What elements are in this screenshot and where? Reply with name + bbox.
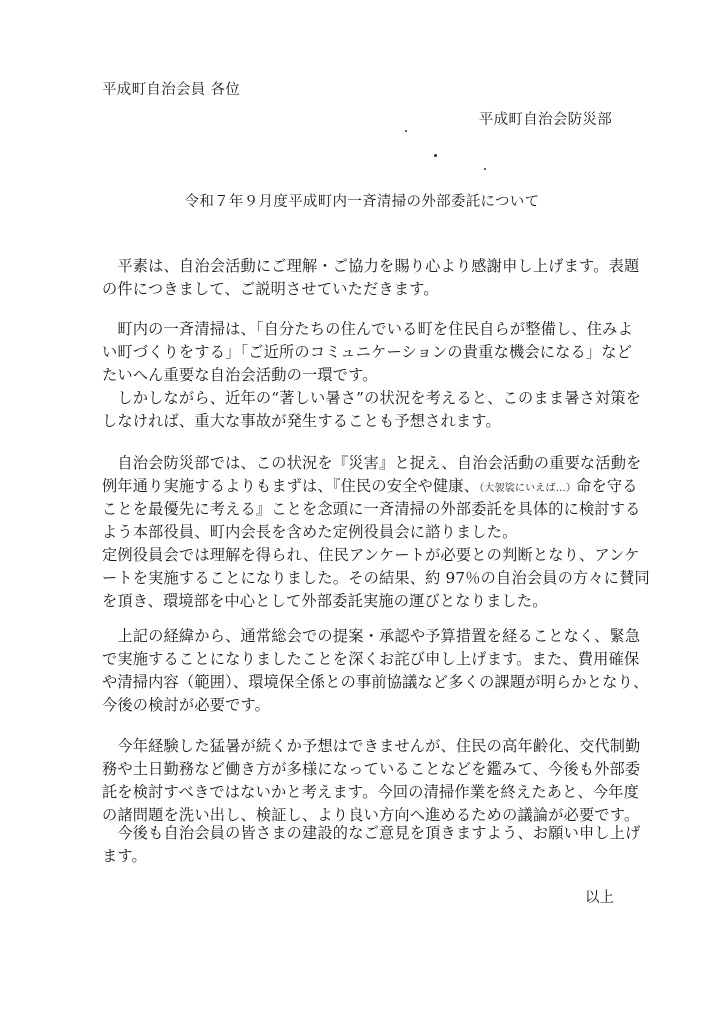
paragraph-line: や清掃内容（範囲）、環境保全係との事前協議など多くの課題が明らかとなり、 xyxy=(102,673,649,691)
scan-speck xyxy=(405,130,407,132)
paragraph-line: 自治会防災部では、この状況を『災害』と捉え、自治会活動の重要な活動を xyxy=(102,454,642,472)
paragraph-background xyxy=(102,318,642,433)
paragraph-line: しかしながら、近年の“著しい暑さ”の状況を考えると、このまま暑さ対策を xyxy=(102,389,642,407)
aside-note: （大袈裟にいえば…） xyxy=(479,483,577,494)
paragraph-line: い町づくりをする」「ご近所のコミュニケーションの貴重な機会になる」など xyxy=(102,343,633,361)
paragraph-request xyxy=(102,822,641,868)
paragraph-line: たいへん重要な自治会活動の一環です。 xyxy=(102,366,378,384)
paragraph-line-part: 例年通り実施するよりもまずは、『住民の安全や健康、 xyxy=(102,477,480,495)
paragraph-line: ートを実施することになりました。その結果、約 97％の自治会員の方々に賛同 xyxy=(102,569,650,587)
paragraph-line: 平素は、自治会活動にご理解・ご協力を賜り心より感謝申し上げます。表題 xyxy=(102,257,640,275)
sender: 平成町自治会防災部 xyxy=(478,112,612,128)
paragraph-line-part: 命を守る xyxy=(576,477,638,495)
scan-speck xyxy=(434,154,437,157)
paragraph-line: ます。 xyxy=(102,847,147,865)
paragraph-decision xyxy=(102,452,650,613)
paragraph-line: の諸問題を洗い出し、検証し、より良い方向へ進めるための議論が必要です。 xyxy=(102,806,640,824)
paragraph-line: 上記の経緯から、通常総会での提案・承認や予算措置を経ることなく、緊急 xyxy=(102,627,641,645)
paragraph-line xyxy=(102,475,638,498)
paragraph-line: 託を検討すべきではないかと考えます。今回の清掃作業を終えたあと、今年度 xyxy=(102,783,640,801)
paragraph-line: よう本部役員、町内会長を含めた定例役員会に諮りました。 xyxy=(102,523,518,541)
paragraph-line: ことを最優先に考える』ことを念頭に一斉清掃の外部委託を具体的に検討する xyxy=(102,500,641,518)
paragraph-line: 今後の検討が必要です。 xyxy=(102,696,271,714)
document-title: 令和７年９月度平成町内一斉清掃の外部委託について xyxy=(184,194,540,210)
closing-mark: 以上 xyxy=(585,890,614,906)
paragraph-line: で実施することになりましたことを深くお詫び申し上げます。また、費用確保 xyxy=(102,650,640,668)
paragraph-line: を頂き、環境部を中心として外部委託実施の運びとなりました。 xyxy=(102,592,548,610)
paragraph-outlook xyxy=(102,735,641,827)
paragraph-line: 町内の一斉清掃は、「自分たちの住んでいる町を住民自らが整備し、住みよ xyxy=(102,320,633,338)
paragraph-apology xyxy=(102,625,649,717)
paragraph-line: 定例役員会では理解を得られ、住民アンケートが必要との判断となり、アンケ xyxy=(102,546,640,564)
paragraph-line: 務や土日勤務など働き方が多様になっていることなどを鑑みて、今後も外部委 xyxy=(102,760,641,778)
paragraph-line: しなければ、重大な事故が発生することも予想されます。 xyxy=(102,412,501,430)
paragraph-line: 今後も自治会員の皆さまの建設的なご意見を頂きますよう、お願い申し上げ xyxy=(102,824,641,842)
addressee: 平成町自治会員 各位 xyxy=(102,82,241,98)
paragraph-greeting xyxy=(102,255,640,301)
paragraph-line: 今年経験した猛暑が続くか予想はできませんが、住民の高年齢化、交代制勤 xyxy=(102,737,641,755)
scan-speck xyxy=(484,168,486,170)
paragraph-line: の件につきまして、ご説明させていただきます。 xyxy=(102,280,439,298)
